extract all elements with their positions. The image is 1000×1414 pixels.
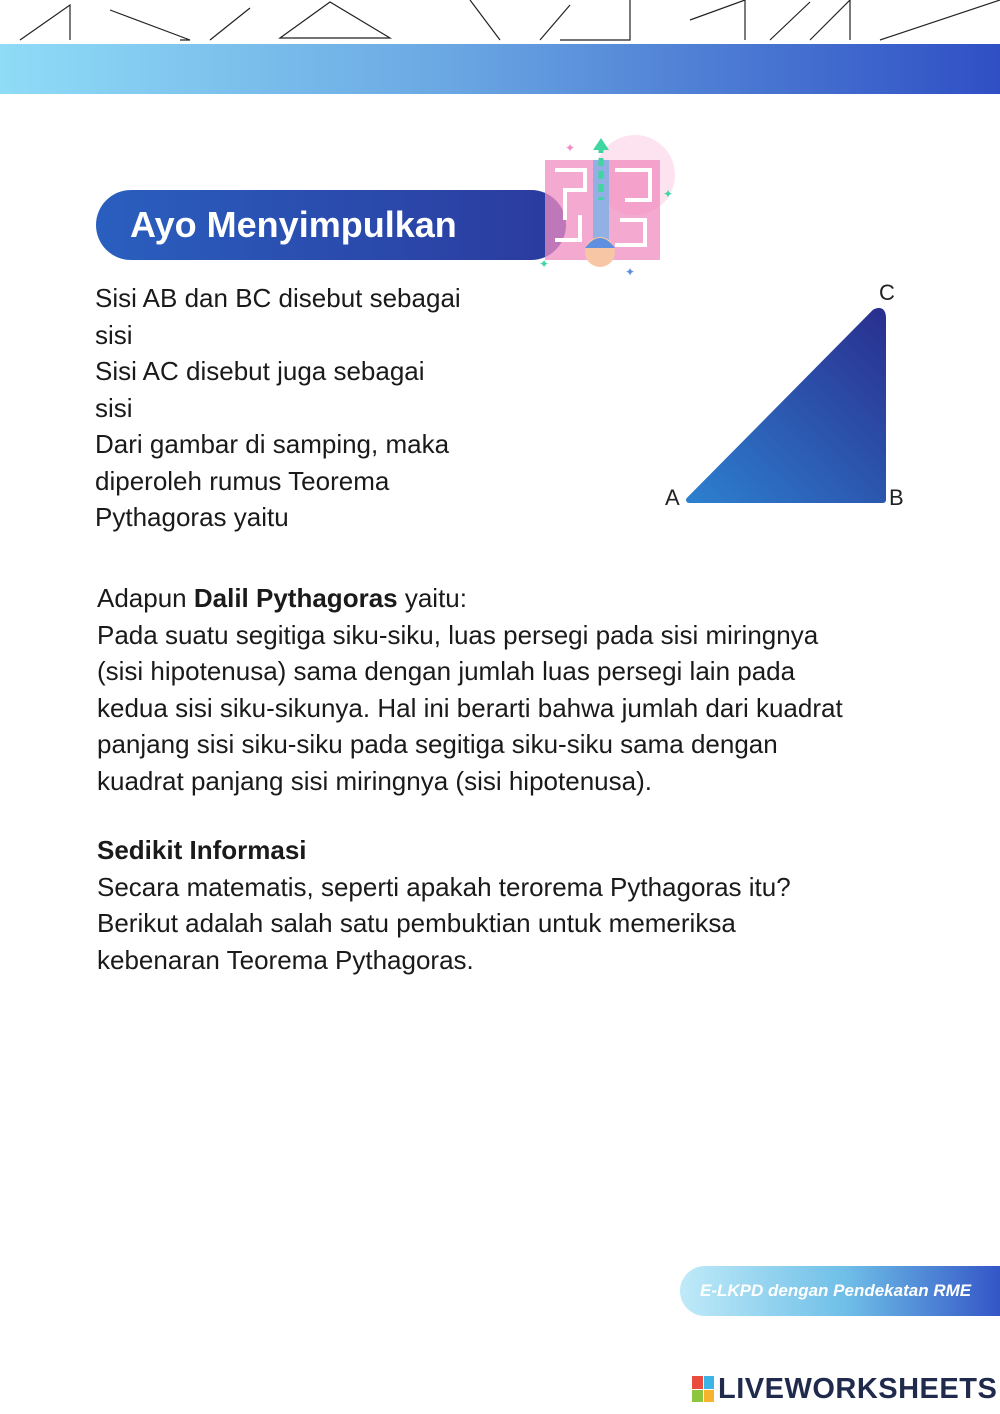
pythagoras-line: panjang sisi siku-siku pada segitiga siku-siku sama dengan (97, 729, 778, 759)
pythagoras-line: Pada suatu segitiga siku-siku, luas persegi pada sisi miringnya (97, 619, 819, 650)
intro-bold-text: Dalil Pythagoras (193, 583, 398, 613)
svg-text:✦: ✦ (663, 187, 674, 201)
vertex-label-c: C (879, 280, 895, 305)
info-heading (97, 832, 927, 869)
info-section (97, 832, 927, 978)
conclusion-line: Pythagoras yaitu (95, 502, 289, 532)
svg-text:✦: ✦ (539, 257, 550, 271)
footer-label-text: E-LKPD dengan Pendekatan RME (700, 1281, 972, 1300)
pythagoras-line: kedua sisi siku-sikunya. Hal ini berarti bahwa jumlah dari kuadrat (97, 692, 843, 723)
triangle-sketch-icon (0, 0, 1000, 44)
conclusion-line: sisi (95, 319, 133, 350)
right-triangle-figure (655, 278, 915, 518)
vertex-label-a: A (665, 485, 680, 510)
info-line: Berikut adalah salah satu pembuktian untuk memeriksa (97, 908, 736, 938)
pythagoras-paragraph (97, 580, 927, 799)
info-line: kebenaran Teorema Pythagoras. (97, 944, 474, 975)
intro-text-after: yaitu: (397, 583, 467, 613)
liveworksheets-watermark[interactable] (692, 1372, 997, 1406)
info-line: Secara matematis, seperti apakah terorema Pythagoras itu? (97, 871, 791, 902)
conclusion-line: Dari gambar di samping, maka (95, 429, 450, 459)
section-title (96, 190, 566, 260)
vertex-label-b: B (889, 485, 904, 510)
info-heading-text: Sedikit Informasi (97, 835, 307, 865)
conclusion-line: diperoleh rumus Teorema (95, 465, 390, 496)
maze-illustration-icon (525, 130, 685, 280)
section-title-text: Ayo Menyimpulkan (130, 204, 457, 245)
svg-text:✦: ✦ (565, 141, 576, 155)
header-band (0, 44, 1000, 94)
watermark-text: LIVEWORKSHEETS (718, 1372, 998, 1405)
liveworksheets-logo-icon (692, 1376, 714, 1402)
conclusion-line: Sisi AC disebut juga sebagai (95, 356, 425, 386)
footer-label (680, 1266, 1000, 1316)
header-triangle-sketches (0, 0, 1000, 44)
triangle-shape (689, 311, 883, 500)
intro-text: Adapun (97, 583, 194, 613)
pythagoras-line: kuadrat panjang sisi miringnya (sisi hipotenusa). (97, 765, 652, 796)
svg-text:✦: ✦ (625, 265, 636, 279)
pythagoras-line: (sisi hipotenusa) sama dengan jumlah luas persegi lain pada (97, 656, 796, 686)
conclusion-line: Sisi AB dan BC disebut sebagai (95, 283, 461, 313)
conclusion-text (95, 280, 495, 536)
pythagoras-intro (97, 580, 927, 617)
conclusion-line: sisi (95, 392, 133, 423)
